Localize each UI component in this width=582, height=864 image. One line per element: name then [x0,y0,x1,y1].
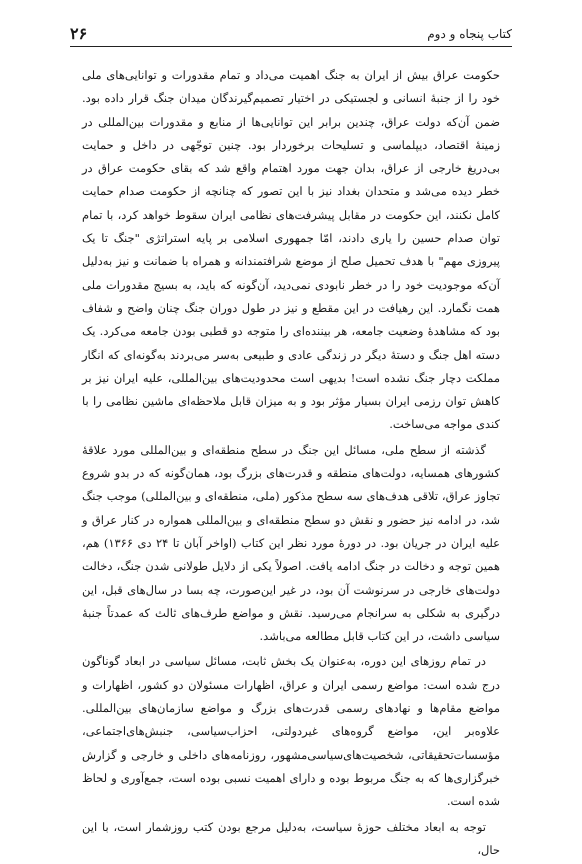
running-header [70,22,512,47]
body-text [82,64,500,864]
paragraph: توجه به ابعاد مختلف حوزهٔ سیاست، به‌دلیل مرجع بودن کتب روزشمار است، با این حال، [82,819,500,857]
page-number: ۲۶ [70,24,88,43]
book-title: کتاب پنجاه و دوم [427,27,512,41]
paragraph: حکومت عراق بیش از ایران به جنگ اهمیت می‌داد و تمام مقدورات و توانایی‌های ملی خود را از جنبهٔ انسانی و لجستیکی در اختیار تصمیم‌گیرندگان میدان جنگ قرار داده بود. ضمن آن‌که دولت عراق، چندین برابر این توانایی‌ها از منابع و مقدورات بین‌المللی در زمینهٔ اقتصاد، دیپلماسی و تسلیحات برخوردار بود. چنین توجّهی در داخل و حمایت بی‌دریغ خارجی از عراق، بدان جهت مورد اهتمام واقع شد که بقای حکومت عراق در خطر دیده می‌شد و متحدان بغداد نیز با این تصور که چنانچه از حکومت صدام حمایت کامل نکنند، این حکومت در مقابل پیشرفت‌های نظامی ایران سقوط خواهد کرد، با تمام توان صدام حسین را یاری دادند، امّا جمهوری اسلامی بر پایه استراتژی "جنگ تا یک پیروزی مهم" با هدف تحمیل صلح از موضع شرافتمندانه و همراه با ضمانت و نیز به‌دلیل آن‌که موجودیت خود را در خطر نابودی نمی‌دید، آن‌گونه که باید، به بسیج مقدورات ملی همت نگمارد. این رهیافت در این مقطع و نیز در طول دوران جنگ چنان واضح و شفاف بود که مشاهدهٔ وضعیت جامعه، هر بیننده‌ای را متوجه دو قطبی بودن جامعه می‌کرد. یک دسته اهل جنگ و دستهٔ دیگر در زندگی عادی و طبیعی به‌سر می‌بردند به‌گونه‌ای که انگار مملکت دچار جنگ نشده است! بدیهی است محدودیت‌های بین‌المللی، علیه ایران نیز بر کاهش توان رزمی ایران بسیار مؤثر بود و به میزان قابل ملاحظه‌ای ماشین نظامی را با کندی مواجه می‌ساخت. [82,68,500,432]
paragraph: گذشته از سطح ملی، مسائل این جنگ در سطح منطقه‌ای و بین‌المللی مورد علاقهٔ کشورهای همسایه، دولت‌های منطقه و قدرت‌های بزرگ بود، همان‌گونه که در بدو شروع تجاوز عراق، تلاقی هدف‌های سه سطح مذکور (ملی، منطقه‌ای و بین‌المللی) موجب جنگ شد، در ادامه نیز حضور و نقش دو سطح منطقه‌ای و بین‌المللی همواره در کنار عراق و علیه ایران در جریان بود. در دورهٔ مورد نظر این کتاب (اواخر آبان تا ۲۴ دی ۱۳۶۶) هم، همین توجه و دخالت در جنگ ادامه یافت. اصولاً یکی از دلایل طولانی شدن جنگ، دخالت دولت‌های خارجی در سرنوشت آن بود، در غیر این‌صورت، چه بسا در سال‌های قبل، این درگیری به شکلی به سرانجام می‌رسید. نقش و مواضع طرف‌های ثالث که عمدتاً جنبهٔ سیاسی داشت، در این کتاب قابل مطالعه می‌باشد. [82,442,500,644]
paragraph: در تمام روزهای این دوره، به‌عنوان یک بخش ثابت، مسائل سیاسی در ابعاد گوناگون درج شده است: مواضع رسمی ایران و عراق، اظهارات مسئولان دو کشور، اظهارات و مواضع مقام‌ها و نهادهای رسمی قدرت‌های بزرگ و مواضع سازمان‌های بین‌المللی. علاوه‌بر این، مواضع گروه‌های غیردولتی، احزاب‌سیاسی، جنبش‌های‌اجتماعی، مؤسسات‌تحقیقاتی، شخصیت‌های‌سیاسی‌مشهور، روزنامه‌های داخلی و خارجی و گزارش خبرگزاری‌ها که به جنگ مربوط بوده و دارای اهمیت نسبی بوده است، جمع‌آوری و لحاظ شده است. [82,654,500,809]
